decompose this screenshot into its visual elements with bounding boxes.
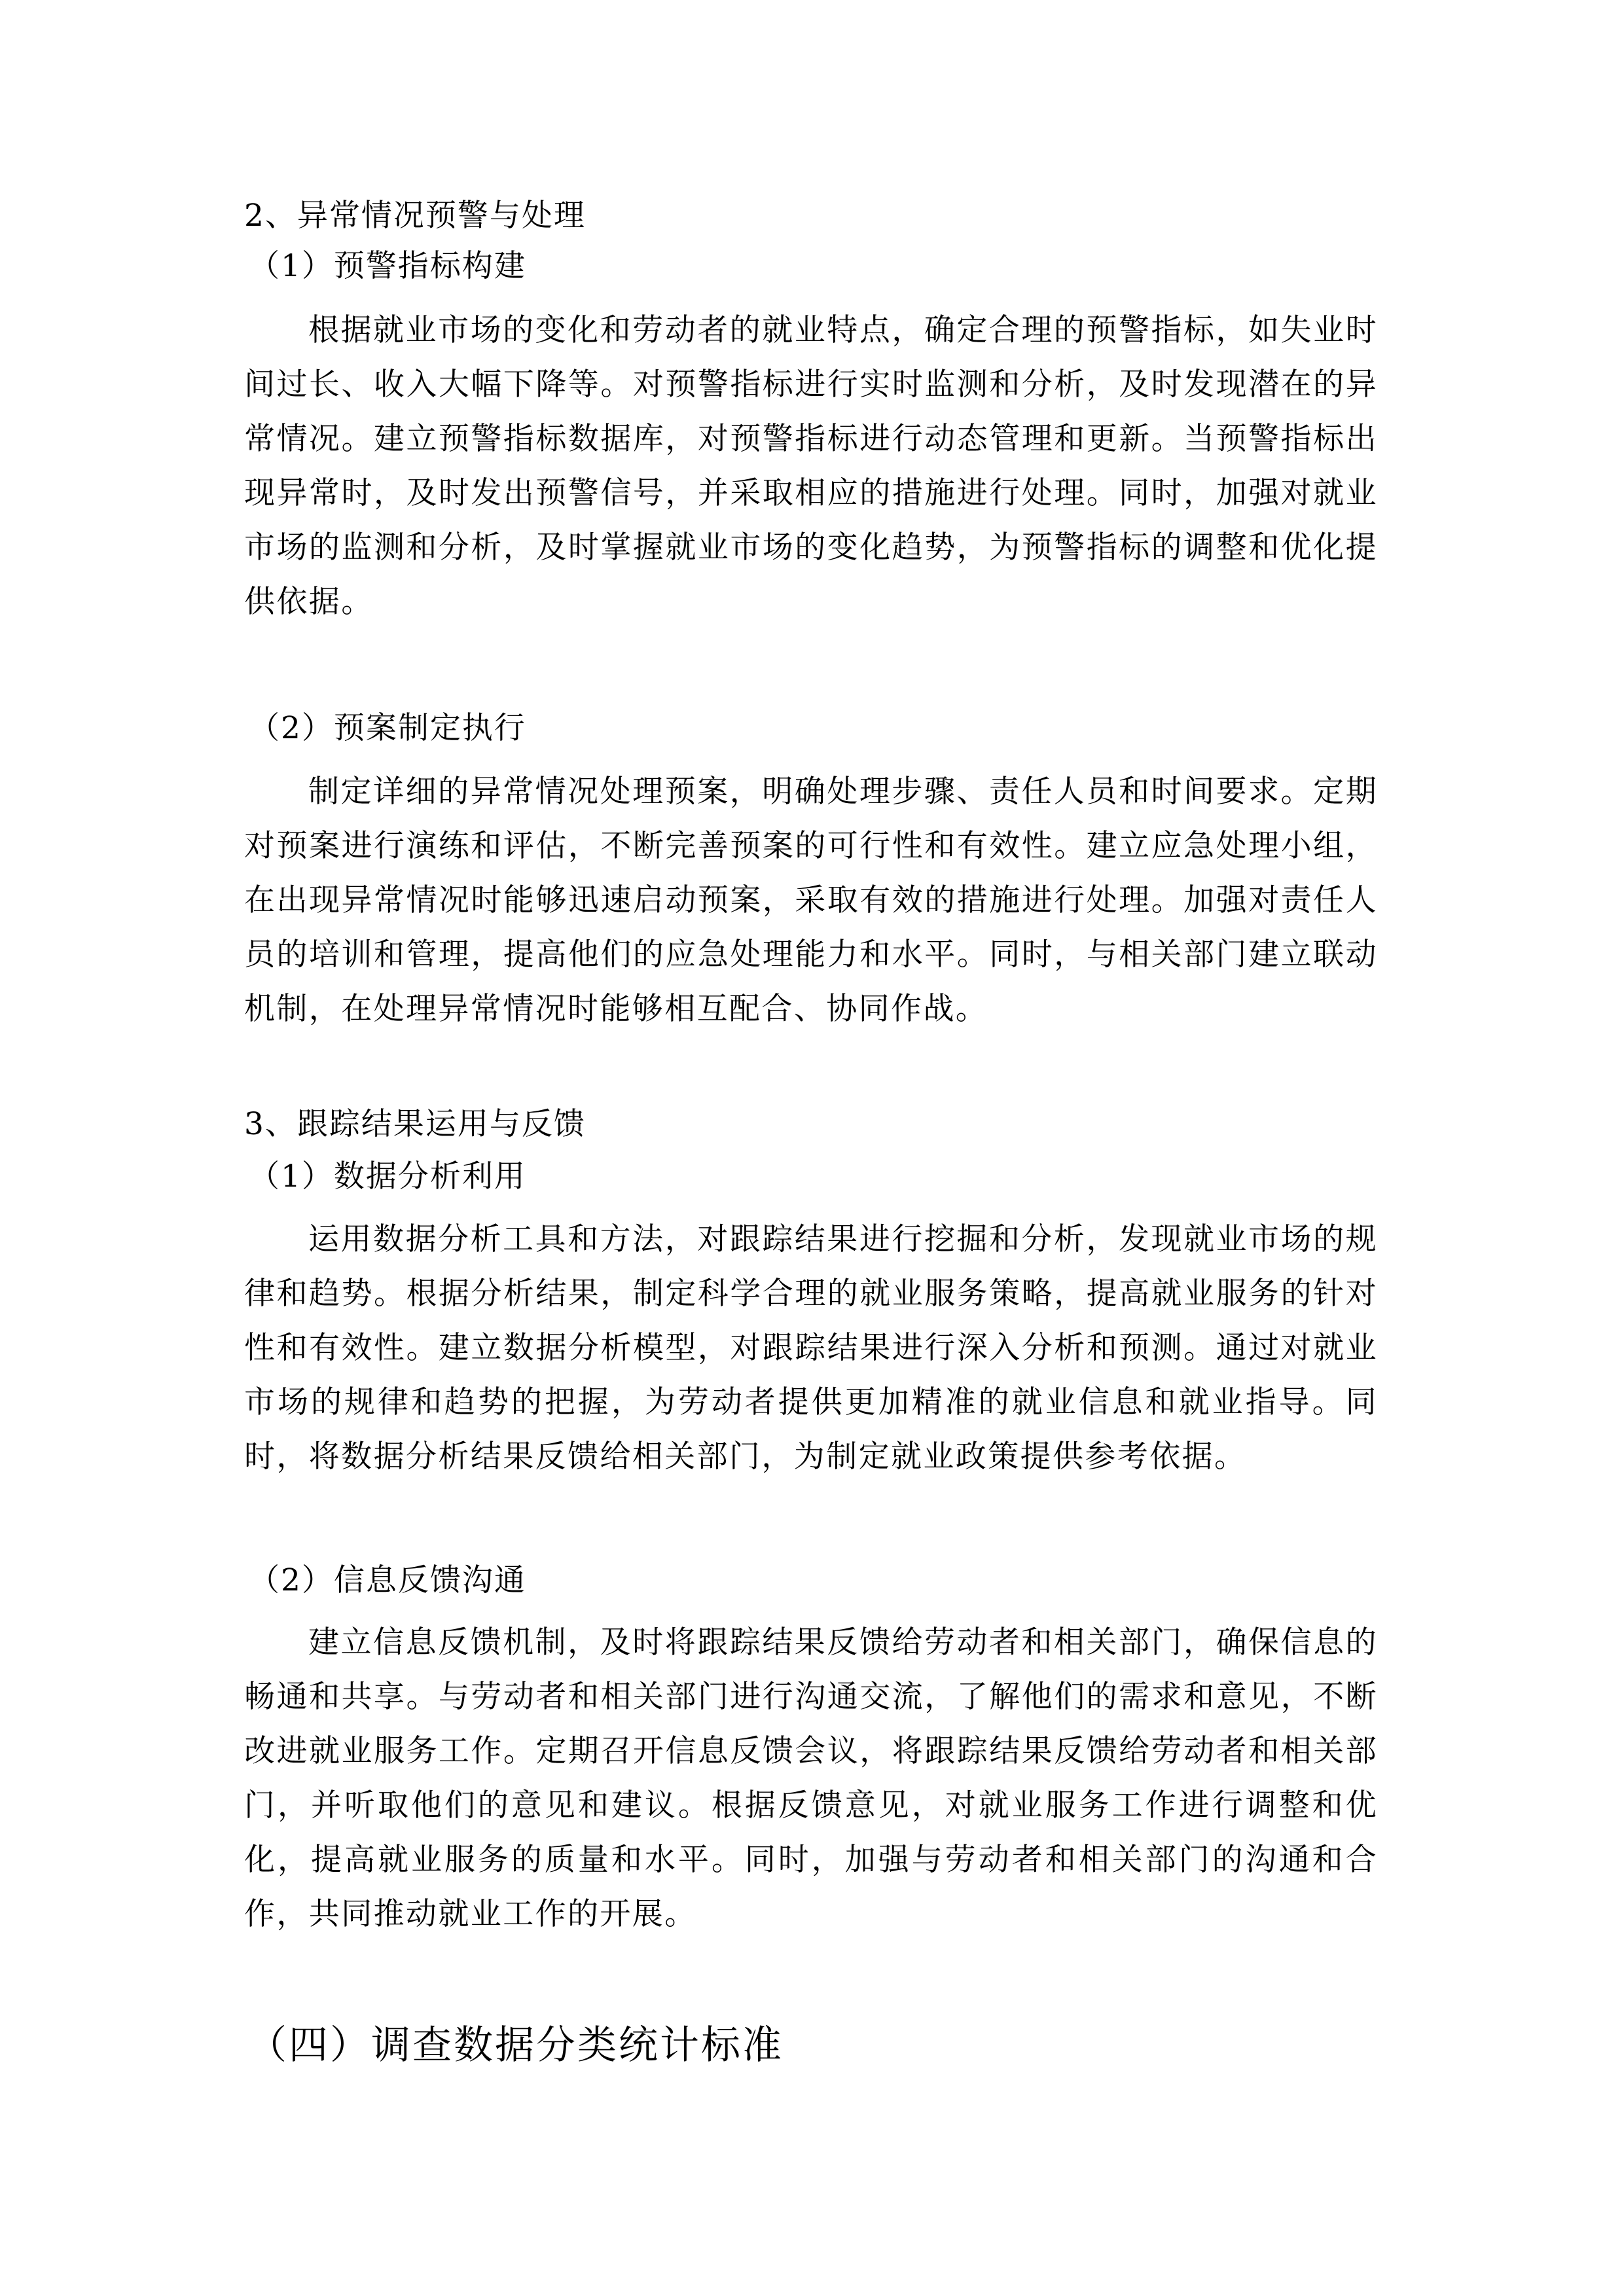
section-heading-anomaly-warning: 2、异常情况预警与处理 [244, 198, 586, 234]
paragraph-data-analysis: 运用数据分析工具和方法，对跟踪结果进行挖掘和分析，发现就业市场的规律和趋势。根据分析结果，制定科学合理的就业服务策略，提高就业服务的针对性和有效性。建立数据分析模型，对跟踪结果进行深入分析和预测。通过对就业市场的规律和趋势的把握，为劳动者提供更加精准的就业信息和就业指导。同时，将数据分析结果反馈给相关部门，为制定就业政策提供参考依据。 [244, 1221, 1378, 1475]
chapter-heading-survey-data-classification: （四）调查数据分类统计标准 [247, 2022, 784, 2068]
subsection-heading-contingency-plan: （2）预案制定执行 [249, 710, 526, 746]
subsection-heading-data-analysis: （1）数据分析利用 [249, 1158, 526, 1194]
subsection-heading-info-feedback: （2）信息反馈沟通 [249, 1562, 526, 1598]
subsection-heading-warning-indicators: （1）预警指标构建 [249, 248, 526, 284]
section-heading-tracking-feedback: 3、跟踪结果运用与反馈 [244, 1106, 586, 1142]
paragraph-contingency-plan: 制定详细的异常情况处理预案，明确处理步骤、责任人员和时间要求。定期对预案进行演练和评估，不断完善预案的可行性和有效性。建立应急处理小组，在出现异常情况时能够迅速启动预案，采取有效的措施进行处理。加强对责任人员的培训和管理，提高他们的应急处理能力和水平。同时，与相关部门建立联动机制，在处理异常情况时能够相互配合、协同作战。 [244, 774, 1378, 1027]
paragraph-info-feedback: 建立信息反馈机制，及时将跟踪结果反馈给劳动者和相关部门，确保信息的畅通和共享。与劳动者和相关部门进行沟通交流，了解他们的需求和意见，不断改进就业服务工作。定期召开信息反馈会议，将跟踪结果反馈给劳动者和相关部门，并听取他们的意见和建议。根据反馈意见，对就业服务工作进行调整和优化，提高就业服务的质量和水平。同时，加强与劳动者和相关部门的沟通和合作，共同推动就业工作的开展。 [244, 1624, 1378, 1932]
paragraph-warning-indicators: 根据就业市场的变化和劳动者的就业特点，确定合理的预警指标，如失业时间过长、收入大幅下降等。对预警指标进行实时监测和分析，及时发现潜在的异常情况。建立预警指标数据库，对预警指标进行动态管理和更新。当预警指标出现异常时，及时发出预警信号，并采取相应的措施进行处理。同时，加强对就业市场的监测和分析，及时掌握就业市场的变化趋势，为预警指标的调整和优化提供依据。 [244, 312, 1378, 620]
